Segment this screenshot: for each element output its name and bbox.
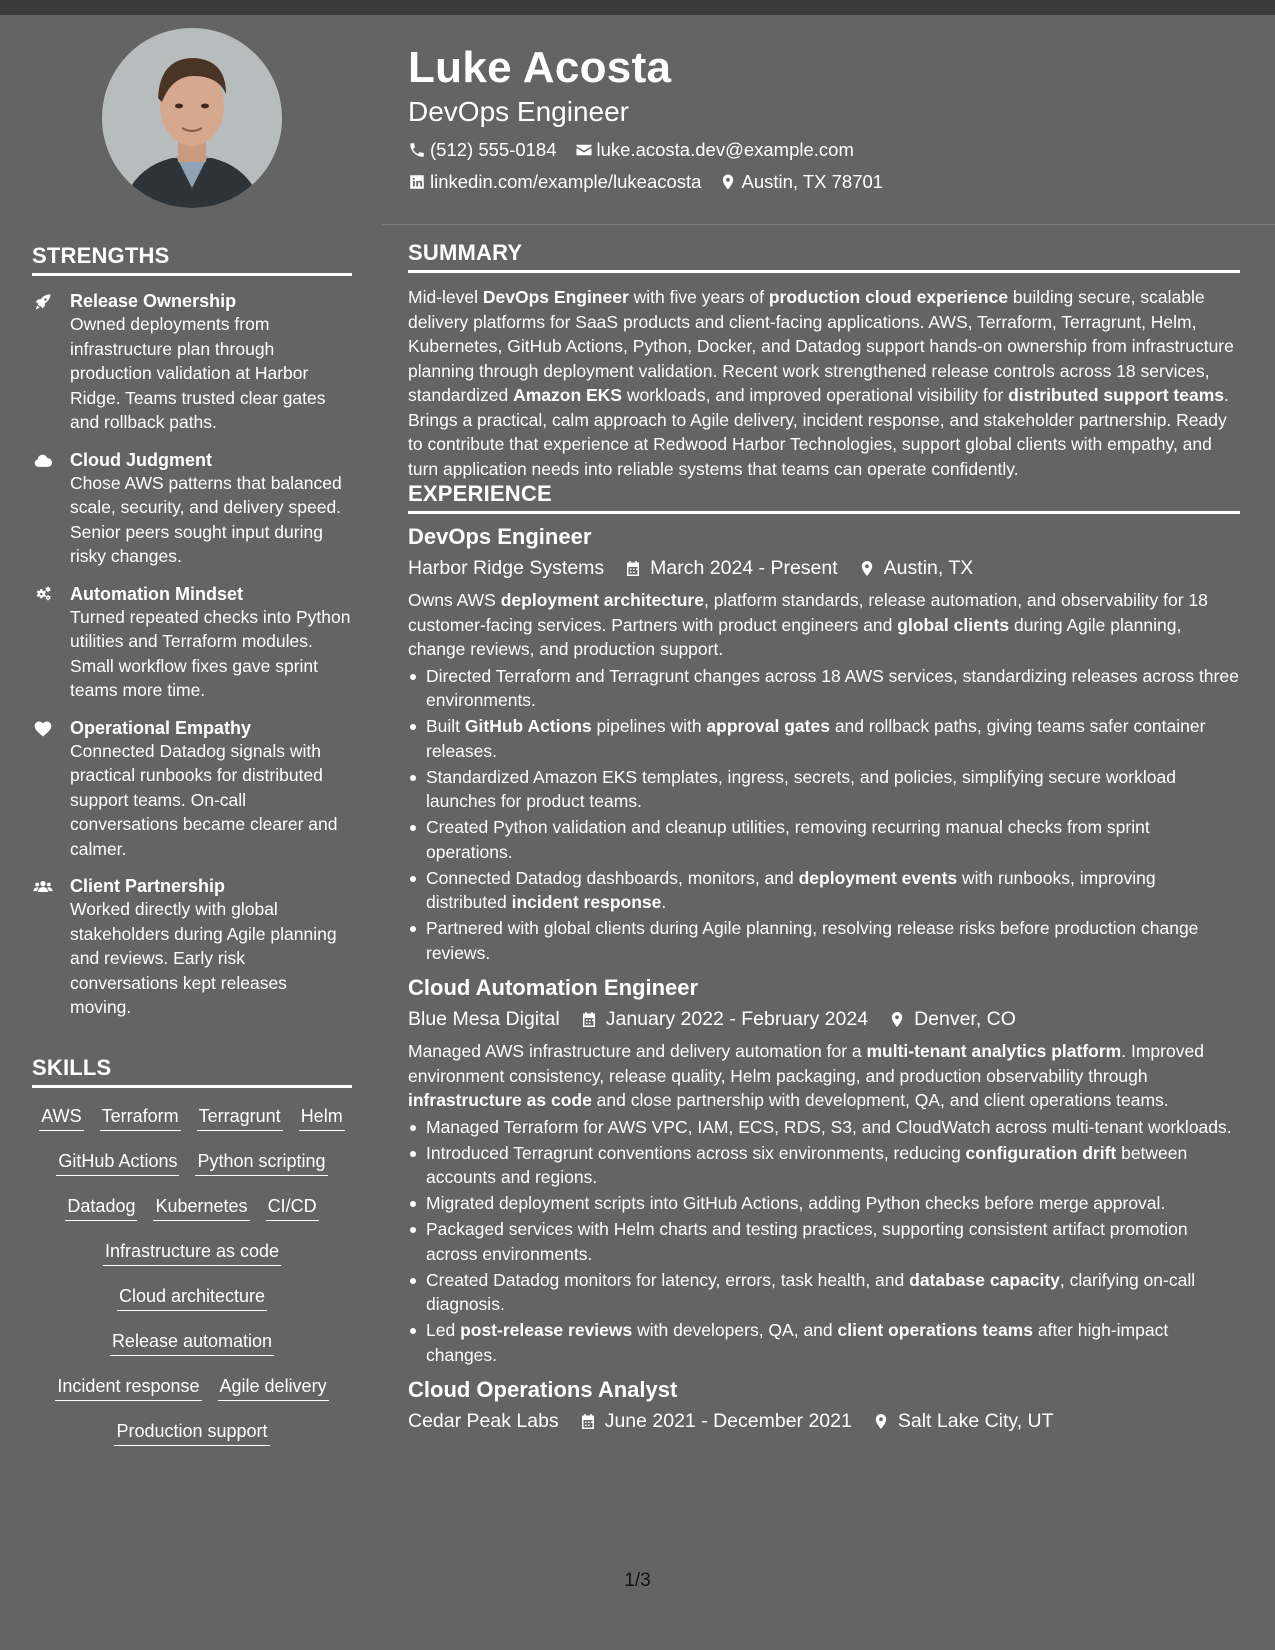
skill-row — [32, 1413, 352, 1458]
bullet-item: Migrated deployment scripts into GitHub Actions, adding Python checks before merge approval. — [408, 1191, 1240, 1216]
skill-tag: AWS — [39, 1104, 83, 1131]
job-entry — [408, 1375, 1240, 1435]
bold-phrase: production cloud experience — [768, 287, 1009, 307]
strength-desc: Connected Datadog signals with practical runbooks for distributed support teams. On-call conversations became clearer and calmer. — [70, 740, 338, 859]
job-description: Owns AWS deployment architecture, platform standards, release automation, and observability for 18 customer-facing services. Partners with product engineers and global clients during Agile planning, change reviews, and production support. — [408, 590, 1208, 659]
left-column — [32, 28, 352, 1458]
linkedin-item[interactable] — [408, 170, 701, 194]
skill-tag: Terragrunt — [197, 1104, 283, 1131]
summary-heading: SUMMARY — [408, 240, 1240, 273]
phone-icon — [408, 141, 426, 159]
email-item[interactable] — [575, 138, 854, 162]
job-title: Cloud Automation Engineer — [408, 975, 699, 1000]
job-company: Harbor Ridge Systems — [408, 557, 605, 579]
experience-heading: EXPERIENCE — [408, 481, 1240, 514]
job-location: Austin, TX — [883, 557, 974, 579]
email-link[interactable]: luke.acosta.dev@example.com — [596, 139, 854, 160]
job-dates: March 2024 - Present — [650, 557, 838, 579]
skill-tag: Agile delivery — [218, 1374, 329, 1401]
strength-desc: Turned repeated checks into Python utilities and Terraform modules. Small workflow fixes gave sprint teams more time. — [70, 606, 351, 700]
map-pin-icon — [872, 1412, 890, 1431]
job-company: Cedar Peak Labs — [408, 1410, 559, 1432]
skill-row — [32, 1098, 352, 1143]
resume-header — [408, 42, 1238, 194]
strength-item — [32, 583, 352, 703]
skill-row — [32, 1368, 352, 1413]
bold-phrase: infrastructure as code — [408, 1090, 592, 1110]
location-text: Austin, TX 78701 — [741, 171, 884, 192]
job-dates: January 2022 - February 2024 — [605, 1008, 869, 1030]
contact-row — [408, 138, 1238, 162]
skill-row — [32, 1188, 352, 1233]
bold-phrase: multi-tenant analytics platform — [866, 1041, 1122, 1061]
profile-photo — [102, 28, 282, 208]
strength-item — [32, 290, 352, 435]
calendar-icon — [580, 1010, 598, 1029]
job-entry — [408, 522, 1240, 965]
map-pin-icon — [888, 1010, 906, 1029]
job-entry — [408, 973, 1240, 1367]
skill-row — [32, 1278, 352, 1323]
rocket-icon — [32, 290, 70, 435]
bullet-item: Standardized Amazon EKS templates, ingress, secrets, and policies, simplifying secure workload launches for product teams. — [408, 765, 1240, 814]
header-divider — [382, 224, 1275, 225]
job-company: Blue Mesa Digital — [408, 1008, 560, 1030]
top-bar — [0, 0, 1275, 15]
bullet-item: Led post-release reviews with developers, QA, and client operations teams after high-impact changes. — [408, 1318, 1240, 1367]
bullet-item: Introduced Terragrunt conventions across six environments, reducing configuration drift between accounts and regions. — [408, 1141, 1240, 1190]
skill-tag: Cloud architecture — [117, 1284, 267, 1311]
job-description: Managed AWS infrastructure and delivery automation for a multi-tenant analytics platform. Improved environment consistency, release quality, Helm packaging, and production observability through infrastructure as code and close partnership with development, QA, and client operations teams. — [408, 1041, 1204, 1110]
strength-item — [32, 449, 352, 569]
skill-tag: Production support — [114, 1419, 269, 1446]
linkedin-link[interactable]: linkedin.com/example/lukeacosta — [430, 171, 702, 192]
bullet-item: Managed Terraform for AWS VPC, IAM, ECS, RDS, S3, and CloudWatch across multi-tenant workloads. — [408, 1115, 1240, 1140]
bold-phrase: database capacity — [909, 1269, 1060, 1290]
bold-phrase: deployment events — [798, 867, 958, 888]
skill-tag: Incident response — [55, 1374, 201, 1401]
bullet-item: Created Datadog monitors for latency, errors, task health, and database capacity, clarifying on-call diagnosis. — [408, 1268, 1240, 1317]
page-number: 1/3 — [624, 1570, 651, 1591]
skill-tag: Helm — [299, 1104, 345, 1131]
bullet-item: Directed Terraform and Terragrunt changes across 18 AWS services, standardizing releases across three environments. — [408, 664, 1240, 713]
bold-phrase: post-release reviews — [460, 1320, 633, 1340]
skill-tag: GitHub Actions — [56, 1149, 179, 1176]
job-dates: June 2021 - December 2021 — [604, 1410, 852, 1432]
skills-heading: SKILLS — [32, 1055, 352, 1088]
strength-desc: Owned deployments from infrastructure plan through production validation at Harbor Ridge. Teams trusted clear gates and rollback paths. — [70, 314, 326, 432]
strength-item — [32, 875, 352, 1020]
job-location: Denver, CO — [914, 1008, 1016, 1030]
experience-list — [408, 522, 1240, 1435]
bold-phrase: deployment architecture — [500, 590, 704, 610]
gears-icon — [32, 583, 70, 703]
bullet-item: Created Python validation and cleanup utilities, removing recurring manual checks from sprint operations. — [408, 815, 1240, 864]
job-meta — [408, 554, 1240, 582]
skill-row — [32, 1233, 352, 1278]
phone-text: (512) 555-0184 — [430, 139, 557, 160]
calendar-icon — [579, 1412, 597, 1431]
candidate-role: DevOps Engineer — [408, 96, 630, 127]
main-column — [408, 240, 1240, 1435]
map-pin-icon — [719, 173, 737, 191]
job-meta — [408, 1005, 1240, 1033]
strength-title: Cloud Judgment — [70, 449, 212, 470]
bullet-item: Packaged services with Helm charts and testing practices, supporting consistent artifact promotion across environments. — [408, 1217, 1240, 1266]
bold-phrase: incident response — [511, 892, 662, 912]
phone-item — [408, 138, 557, 162]
linkedin-icon — [408, 173, 426, 191]
bold-phrase: configuration drift — [965, 1142, 1117, 1163]
skill-tag: Terraform — [100, 1104, 181, 1131]
job-title: Cloud Operations Analyst — [408, 1377, 678, 1402]
summary-text: Mid-level DevOps Engineer with five years of production cloud experience building secure, scalable delivery platforms for SaaS products and client-facing applications. AWS, Terraform, Terragrunt, Helm, Kubernetes, GitHub Actions, Python, Docker, and Datadog support hands-on ownership from infrastructure planning through deployment validation. Recent work strengthened release controls across 18 services, standardized Amazon EKS workloads, and improved operational visibility for distributed support teams. Brings a practical, calm approach to Agile delivery, incident response, and stakeholder partnership. Ready to contribute that experience at Redwood Harbor Technologies, support global clients with empathy, and turn application needs into reliable systems that teams can operate confidently. — [408, 287, 1234, 479]
candidate-name: Luke Acosta — [408, 43, 672, 92]
skill-row — [32, 1323, 352, 1368]
calendar-icon — [624, 559, 642, 578]
skill-tag: Kubernetes — [153, 1194, 249, 1221]
map-pin-icon — [858, 559, 876, 578]
strength-title: Operational Empathy — [70, 717, 252, 738]
skill-tag: Release automation — [110, 1329, 274, 1356]
heart-icon — [32, 717, 70, 862]
bold-phrase: global clients — [897, 614, 1010, 635]
skill-tag: CI/CD — [266, 1194, 319, 1221]
contact-row — [408, 170, 1238, 194]
skills-list — [32, 1098, 352, 1458]
job-meta — [408, 1407, 1240, 1435]
strengths-list — [32, 290, 352, 1020]
strength-desc: Worked directly with global stakeholders during Agile planning and reviews. Early risk conversations kept releases moving. — [70, 899, 337, 1017]
strength-title: Client Partnership — [70, 876, 226, 896]
strength-item — [32, 717, 352, 862]
location-item — [719, 170, 883, 194]
bold-phrase: GitHub Actions — [464, 716, 592, 736]
strength-title: Release Ownership — [70, 291, 237, 311]
strength-title: Automation Mindset — [70, 583, 243, 604]
bullet-item: Partnered with global clients during Agile planning, resolving release risks before production change reviews. — [408, 916, 1240, 965]
bullet-item: Connected Datadog dashboards, monitors, and deployment events with runbooks, improving distributed incident response. — [408, 866, 1240, 915]
bold-phrase: approval gates — [706, 716, 830, 736]
skill-tag: Datadog — [65, 1194, 137, 1221]
envelope-icon — [575, 141, 593, 159]
skill-tag: Python scripting — [195, 1149, 327, 1176]
strengths-heading: STRENGTHS — [32, 243, 352, 276]
bold-phrase: Amazon EKS — [513, 385, 622, 405]
job-bullets — [408, 1115, 1240, 1368]
bold-phrase: distributed support teams — [1008, 385, 1224, 405]
bold-phrase: DevOps Engineer — [482, 287, 629, 307]
cloud-icon — [32, 449, 70, 569]
skill-tag: Infrastructure as code — [103, 1239, 281, 1266]
job-location: Salt Lake City, UT — [897, 1410, 1054, 1432]
job-bullets — [408, 664, 1240, 966]
job-title: DevOps Engineer — [408, 524, 592, 549]
bullet-item: Built GitHub Actions pipelines with approval gates and rollback paths, giving teams safer container releases. — [408, 714, 1240, 763]
skill-row — [32, 1143, 352, 1188]
strength-desc: Chose AWS patterns that balanced scale, security, and delivery speed. Senior peers sought input during risky changes. — [70, 472, 342, 566]
bold-phrase: client operations teams — [837, 1320, 1033, 1340]
users-icon — [32, 875, 70, 1020]
